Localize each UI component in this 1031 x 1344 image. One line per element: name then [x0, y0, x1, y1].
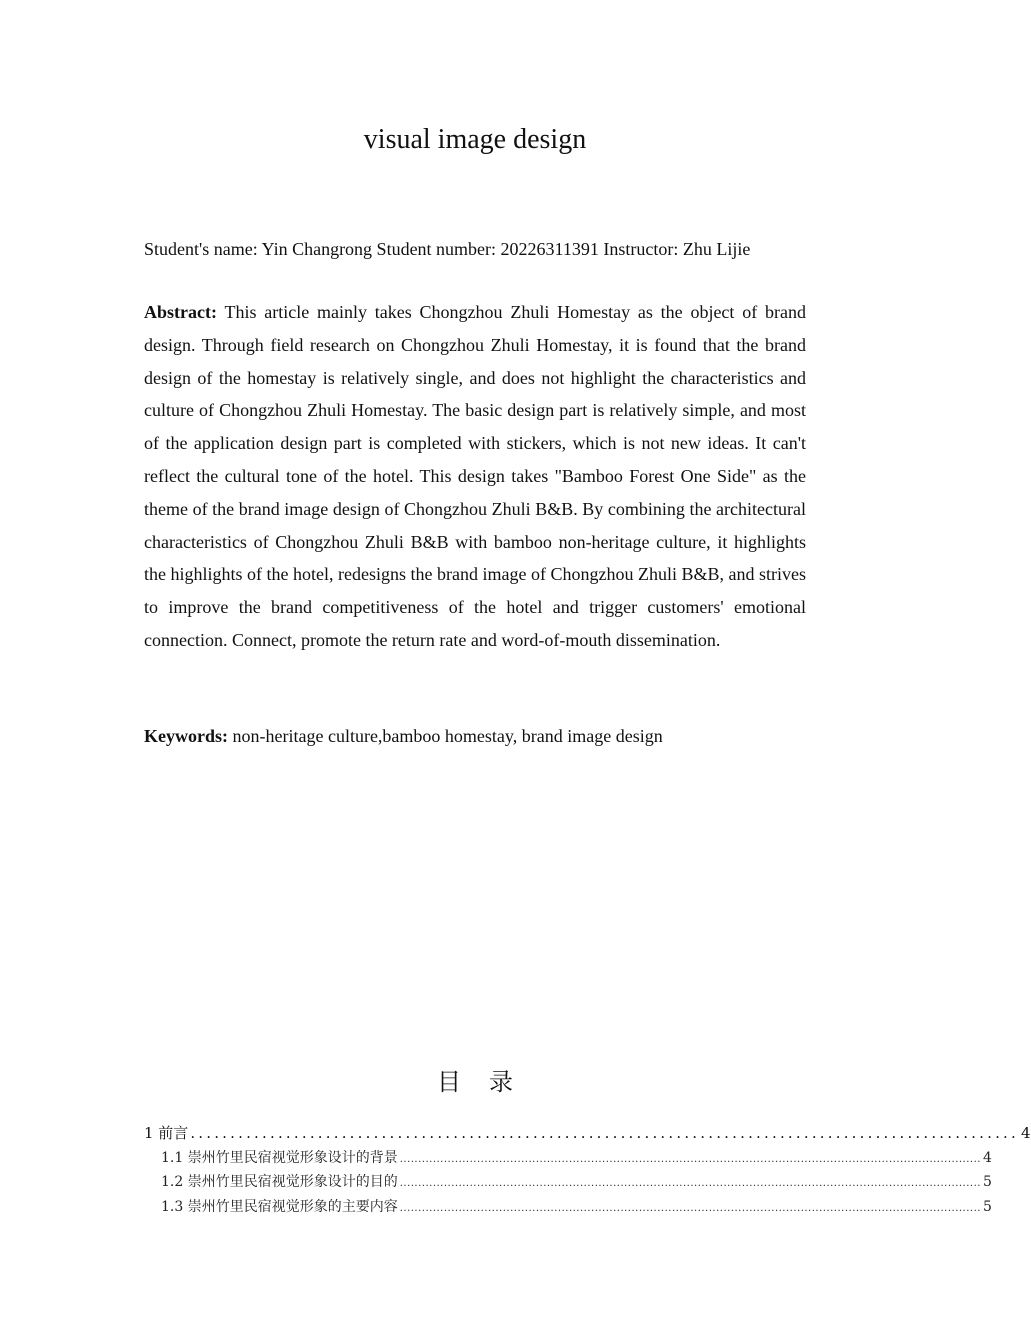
document-title: visual image design	[363, 124, 587, 155]
toc-entry[interactable]	[144, 1122, 1031, 1147]
keywords-text: non-heritage culture,bamboo homestay, brand image design	[232, 726, 663, 746]
toc-dot-leader: ..............................................................................................................................................................	[399, 1202, 981, 1214]
keywords-label: Keywords:	[144, 726, 228, 746]
toc-entry-page: 4	[982, 1149, 992, 1166]
student-info-line: Student's name: Yin Changrong Student number: 20226311391 Instructor: Zhu Lijie	[144, 239, 751, 259]
toc-entry-label: 1.2 崇州竹里民宿视觉形象设计的目的	[161, 1174, 398, 1191]
toc-dot-leader: ..............................................................................................................................................................	[399, 1153, 981, 1165]
toc-entry-page: 5	[982, 1198, 992, 1215]
abstract-label: Abstract:	[144, 302, 217, 322]
toc-entry-label: 1.1 崇州竹里民宿视觉形象设计的背景	[161, 1149, 398, 1166]
toc-entry-label: 1 前言	[144, 1124, 189, 1142]
toc-dot-leader: ..............................................................................................................................................................	[399, 1178, 981, 1190]
toc-dot-leader: ........................................................................................................	[190, 1124, 1019, 1142]
toc-entry[interactable]	[144, 1171, 992, 1196]
toc-entry[interactable]	[144, 1196, 992, 1221]
abstract-paragraph	[144, 296, 806, 657]
toc-entry-page: 4	[1021, 1124, 1031, 1142]
keywords-paragraph	[144, 722, 806, 750]
toc-entry-page: 5	[982, 1174, 992, 1191]
table-of-contents	[144, 1122, 1031, 1220]
toc-entry[interactable]	[144, 1147, 992, 1172]
toc-title-char-1: 目	[437, 1068, 461, 1096]
toc-title	[0, 1064, 950, 1100]
toc-title-char-2: 录	[489, 1068, 513, 1096]
abstract-text: This article mainly takes Chongzhou Zhuli Homestay as the object of brand design. Through field research on Chongzhou Zhuli Homestay, it is found that the brand design of the homestay is relatively single, and does not highlight the characteristics and culture of Chongzhou Zhuli Homestay. The basic design part is relatively simple, and most of the application design part is completed with stickers, which is not new ideas. It can't reflect the cultural tone of the hotel. This design takes "Bamboo Forest One Side" as the theme of the brand image design of Chongzhou Zhuli B&B. By combining the architectural characteristics of Chongzhou Zhuli B&B with bamboo non-heritage culture, it highlights the highlights of the hotel, redesigns the brand image of Chongzhou Zhuli B&B, and strives to improve the brand competitiveness of the hotel and trigger customers' emotional connection. Connect, promote the return rate and word-of-mouth dissemination.	[144, 302, 806, 650]
toc-entry-label: 1.3 崇州竹里民宿视觉形象的主要内容	[161, 1198, 398, 1215]
